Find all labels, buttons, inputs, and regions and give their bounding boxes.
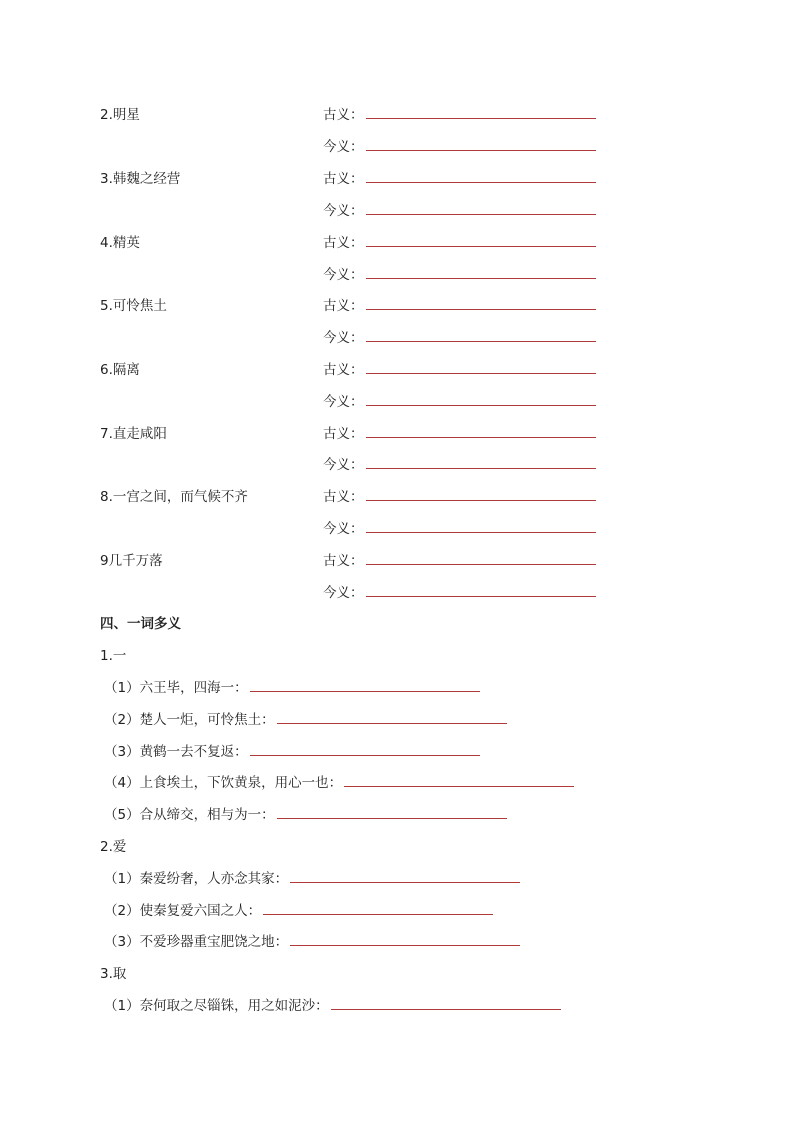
polysemy-item: （4）上食埃土，下饮黄泉，用心一也： — [104, 771, 574, 791]
term-row-modern — [100, 453, 700, 485]
polysemy-word: 2.爱 — [100, 839, 127, 855]
ancient-meaning-line: 古义： — [323, 422, 596, 442]
ancient-meaning-blank[interactable] — [366, 550, 596, 565]
answer-blank[interactable] — [277, 709, 507, 724]
ancient-meaning-blank[interactable] — [366, 486, 596, 501]
ancient-meaning-line: 古义： — [323, 485, 596, 505]
ancient-meaning-blank[interactable] — [366, 104, 596, 119]
polysemy-item: （2）使秦复爱六国之人： — [104, 899, 493, 919]
polysemy-item: （3）不爱珍器重宝肥饶之地： — [104, 930, 520, 950]
ancient-meaning-line: 古义： — [323, 167, 596, 187]
section-heading: 四、一词多义 — [100, 616, 181, 632]
term-row — [100, 167, 700, 199]
term-row-modern — [100, 263, 700, 295]
polysemy-item: （1）六王毕，四海一： — [104, 676, 480, 696]
polysemy-item: （1）奈何取之尽锱铢，用之如泥沙： — [104, 994, 561, 1014]
ancient-meaning-blank[interactable] — [366, 232, 596, 247]
ancient-meaning-line: 古义： — [323, 294, 596, 314]
answer-blank[interactable] — [250, 677, 480, 692]
modern-meaning-blank[interactable] — [366, 136, 596, 151]
term-row-modern — [100, 390, 700, 422]
term-label: 9几千万落 — [100, 553, 163, 569]
ancient-meaning-blank[interactable] — [366, 359, 596, 374]
term-row — [100, 485, 700, 517]
answer-blank[interactable] — [250, 741, 480, 756]
term-row-modern — [100, 135, 700, 167]
ancient-meaning-line: 古义： — [323, 231, 596, 251]
modern-meaning-line: 今义： — [323, 135, 596, 155]
polysemy-item: （2）楚人一炬，可怜焦土： — [104, 708, 507, 728]
term-label: 5.可怜焦土 — [100, 298, 167, 314]
modern-meaning-line: 今义： — [323, 581, 596, 601]
term-row — [100, 358, 700, 390]
modern-meaning-line: 今义： — [323, 263, 596, 283]
polysemy-item: （5）合从缔交，相与为一： — [104, 803, 507, 823]
term-row — [100, 103, 700, 135]
term-label: 3.韩魏之经营 — [100, 171, 181, 187]
polysemy-word: 1.一 — [100, 648, 127, 664]
answer-blank[interactable] — [290, 931, 520, 946]
term-label: 8.一宫之间，而气候不齐 — [100, 489, 248, 505]
answer-blank[interactable] — [290, 868, 520, 883]
modern-meaning-line: 今义： — [323, 199, 596, 219]
modern-meaning-blank[interactable] — [366, 200, 596, 215]
answer-blank[interactable] — [263, 900, 493, 915]
ancient-meaning-line: 古义： — [323, 358, 596, 378]
modern-meaning-blank[interactable] — [366, 582, 596, 597]
term-row-modern — [100, 581, 700, 613]
term-label: 6.隔离 — [100, 362, 140, 378]
answer-blank[interactable] — [331, 995, 561, 1010]
modern-meaning-line: 今义： — [323, 517, 596, 537]
modern-meaning-blank[interactable] — [366, 454, 596, 469]
modern-meaning-blank[interactable] — [366, 518, 596, 533]
term-row — [100, 549, 700, 581]
ancient-meaning-blank[interactable] — [366, 295, 596, 310]
modern-meaning-blank[interactable] — [366, 264, 596, 279]
modern-meaning-blank[interactable] — [366, 391, 596, 406]
polysemy-word: 3.取 — [100, 966, 127, 982]
term-label: 7.直走咸阳 — [100, 426, 167, 442]
ancient-meaning-blank[interactable] — [366, 423, 596, 438]
term-row — [100, 422, 700, 454]
term-label: 2.明星 — [100, 107, 140, 123]
modern-meaning-line: 今义： — [323, 326, 596, 346]
term-label: 4.精英 — [100, 235, 140, 251]
term-row — [100, 294, 700, 326]
answer-blank[interactable] — [277, 804, 507, 819]
term-row-modern — [100, 199, 700, 231]
polysemy-item: （1）秦爱纷奢，人亦念其家： — [104, 867, 520, 887]
ancient-meaning-line: 古义： — [323, 549, 596, 569]
ancient-meaning-line: 古义： — [323, 103, 596, 123]
modern-meaning-blank[interactable] — [366, 327, 596, 342]
modern-meaning-line: 今义： — [323, 390, 596, 410]
polysemy-item: （3）黄鹤一去不复返： — [104, 740, 480, 760]
ancient-meaning-blank[interactable] — [366, 168, 596, 183]
term-row-modern — [100, 326, 700, 358]
answer-blank[interactable] — [344, 772, 574, 787]
term-row — [100, 231, 700, 263]
term-row-modern — [100, 517, 700, 549]
modern-meaning-line: 今义： — [323, 453, 596, 473]
